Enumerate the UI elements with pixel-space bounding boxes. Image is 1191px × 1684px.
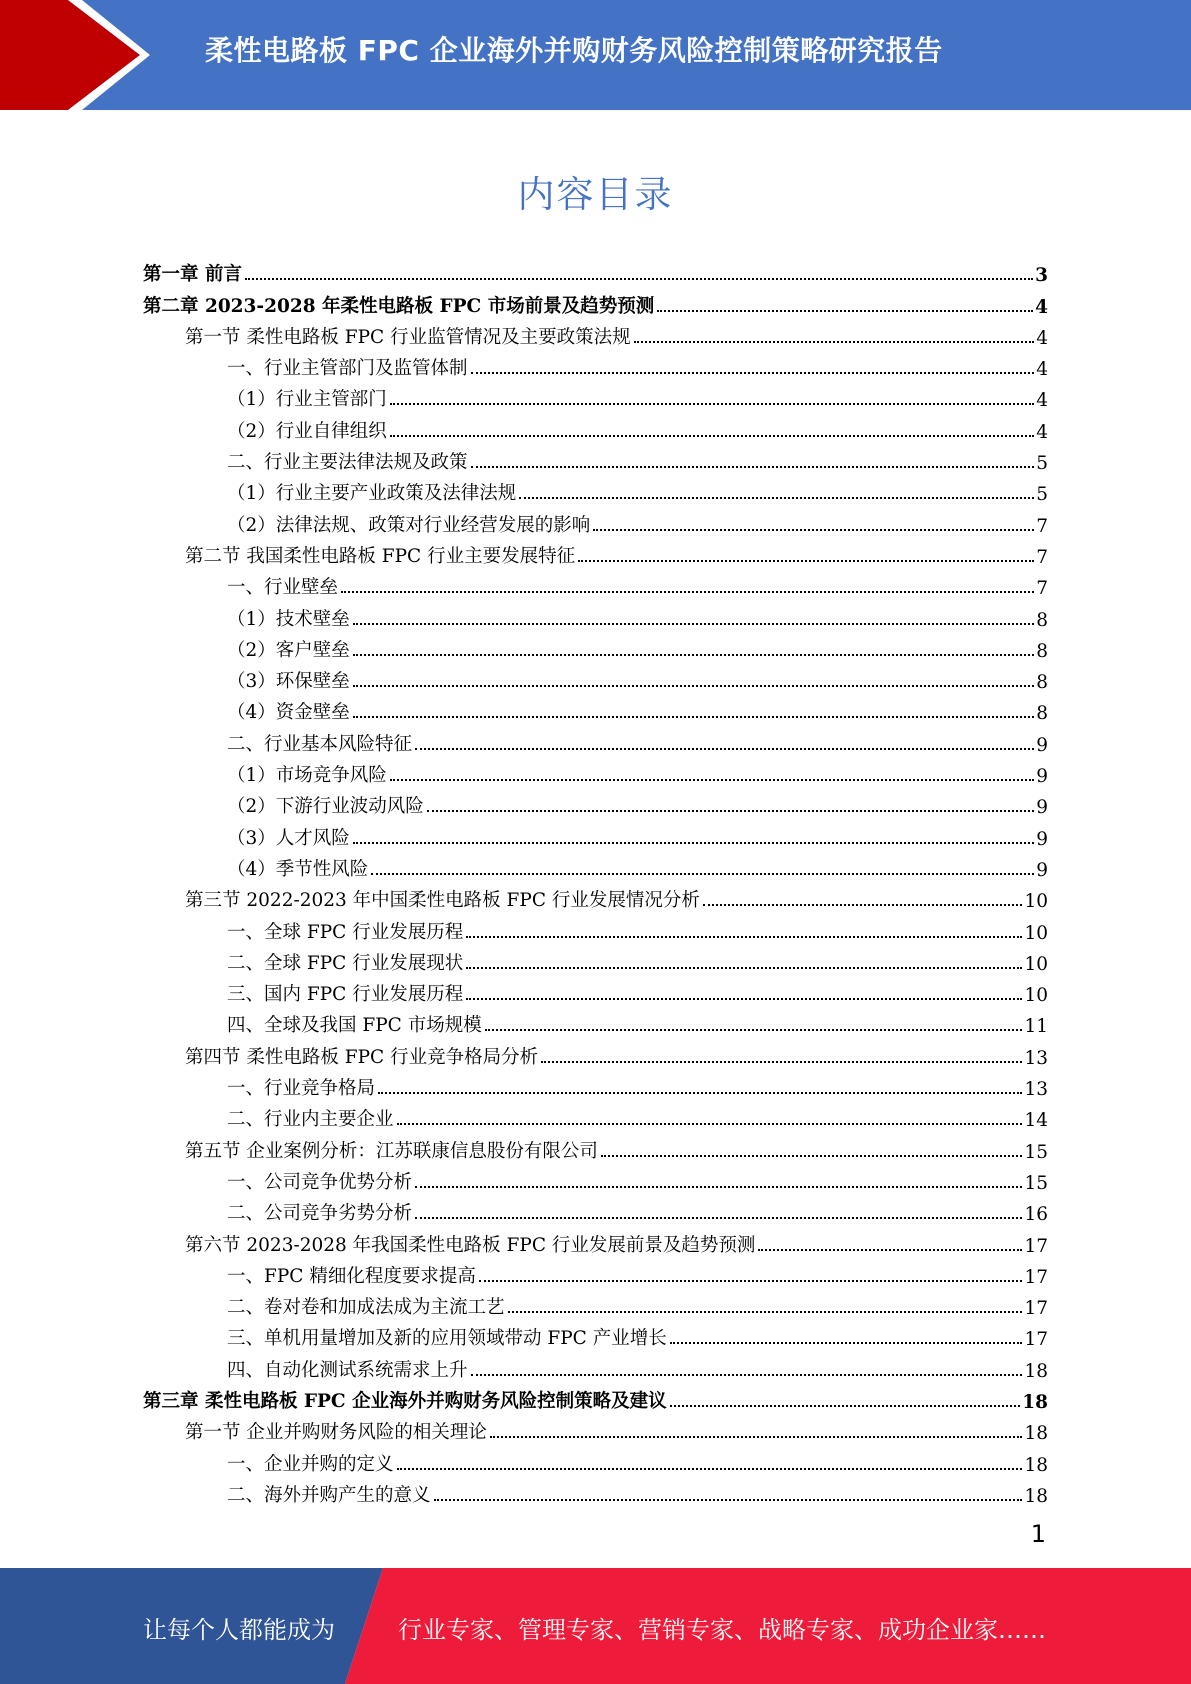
toc-entry[interactable] (143, 1350, 1048, 1381)
toc-dot-leader (341, 591, 1034, 593)
toc-entry-page: 7 (1036, 515, 1048, 537)
toc-dot-leader (466, 967, 1022, 969)
toc-entry-title: 二、行业主要法律法规及政策 (227, 452, 468, 474)
toc-entry-page: 10 (1024, 891, 1048, 913)
toc-entry-page: 18 (1024, 1454, 1048, 1476)
toc-entry[interactable] (143, 349, 1048, 380)
footer-slogan-right: 行业专家、管理专家、营销专家、战略专家、成功企业家…… (398, 1616, 1046, 1644)
toc-entry[interactable] (143, 1100, 1048, 1131)
toc-entry-page: 18 (1024, 1423, 1048, 1445)
toc-dot-leader (601, 1155, 1023, 1157)
toc-entry-page: 4 (1036, 390, 1048, 412)
toc-heading: 内容目录 (517, 173, 674, 216)
toc-dot-leader (466, 936, 1022, 938)
toc-entry-page: 14 (1024, 1110, 1048, 1132)
toc-entry[interactable] (143, 568, 1048, 599)
toc-entry-page: 13 (1024, 1079, 1048, 1101)
toc-entry[interactable] (143, 1225, 1048, 1256)
toc-entry[interactable] (143, 1257, 1048, 1288)
toc-dot-leader (390, 779, 1034, 781)
toc-entry[interactable] (143, 1037, 1048, 1068)
toc-entry-title: 第五节 企业案例分析：江苏联康信息股份有限公司 (185, 1140, 598, 1162)
toc-entry-title: 第三章 柔性电路板 FPC 企业海外并购财务风险控制策略及建议 (143, 1390, 667, 1412)
page-number: 1 (1030, 1520, 1046, 1548)
toc-entry[interactable] (143, 286, 1048, 317)
toc-entry[interactable] (143, 912, 1048, 943)
toc-entry-title: 第六节 2023-2028 年我国柔性电路板 FPC 行业发展前景及趋势预测 (185, 1234, 756, 1256)
toc-entry-title: 二、海外并购产生的意义 (227, 1484, 431, 1506)
toc-dot-leader (758, 1249, 1022, 1251)
toc-entry[interactable] (143, 1413, 1048, 1444)
toc-entry-page: 5 (1036, 484, 1048, 506)
toc-entry-page: 8 (1036, 703, 1048, 725)
toc-entry-title: 四、自动化测试系统需求上升 (227, 1359, 468, 1381)
toc-entry[interactable] (143, 975, 1048, 1006)
toc-entry-page: 10 (1024, 953, 1048, 975)
table-of-contents (143, 255, 1048, 1507)
toc-dot-leader (541, 1061, 1022, 1063)
toc-dot-leader (427, 810, 1034, 812)
toc-entry[interactable] (143, 944, 1048, 975)
toc-entry[interactable] (143, 537, 1048, 568)
toc-entry-title: 一、企业并购的定义 (227, 1453, 394, 1475)
toc-dot-leader (657, 310, 1033, 312)
footer-slogan-left: 让每个人都能成为 (143, 1616, 335, 1644)
toc-entry-page: 11 (1024, 1016, 1048, 1038)
toc-entry-page: 7 (1036, 578, 1048, 600)
toc-entry[interactable] (143, 1444, 1048, 1475)
toc-entry-page: 9 (1036, 734, 1048, 756)
toc-dot-leader (353, 716, 1034, 718)
toc-dot-leader (519, 497, 1034, 499)
toc-entry-page: 10 (1024, 922, 1048, 944)
toc-dot-leader (353, 623, 1034, 625)
toc-entry[interactable] (143, 474, 1048, 505)
toc-dot-leader (415, 1217, 1022, 1219)
toc-entry-title: 二、行业内主要企业 (227, 1109, 394, 1131)
toc-entry-page: 5 (1036, 453, 1048, 475)
toc-entry-page: 16 (1024, 1204, 1048, 1226)
toc-entry-title: 第二节 我国柔性电路板 FPC 行业主要发展特征 (185, 545, 576, 567)
toc-entry-page: 9 (1036, 766, 1048, 788)
toc-entry-title: （2）客户壁垒 (227, 639, 350, 661)
header-arrow-decoration (0, 0, 160, 110)
toc-dot-leader (479, 1280, 1023, 1282)
toc-dot-leader (353, 685, 1034, 687)
toc-entry-title: （3）环保壁垒 (227, 671, 350, 693)
toc-dot-leader (434, 1499, 1023, 1501)
toc-entry[interactable] (143, 756, 1048, 787)
toc-entry[interactable] (143, 411, 1048, 442)
toc-dot-leader (415, 1186, 1022, 1188)
toc-entry-title: 第三节 2022-2023 年中国柔性电路板 FPC 行业发展情况分析 (185, 890, 700, 912)
toc-entry-title: 三、国内 FPC 行业发展历程 (227, 984, 464, 1006)
toc-entry-title: （3）人才风险 (227, 827, 350, 849)
toc-entry[interactable] (143, 1382, 1048, 1413)
toc-dot-leader (397, 1468, 1023, 1470)
toc-entry[interactable] (143, 1163, 1048, 1194)
toc-entry-page: 4 (1035, 296, 1048, 318)
toc-entry-title: 一、全球 FPC 行业发展历程 (227, 921, 464, 943)
toc-dot-leader (490, 1436, 1023, 1438)
toc-dot-leader (378, 1092, 1022, 1094)
toc-dot-leader (471, 1374, 1023, 1376)
toc-entry[interactable] (143, 255, 1048, 286)
toc-entry-title: 第二章 2023-2028 年柔性电路板 FPC 市场前景及趋势预测 (143, 295, 655, 317)
toc-entry[interactable] (143, 1476, 1048, 1507)
toc-entry-title: 一、行业主管部门及监管体制 (227, 358, 468, 380)
toc-entry-page: 17 (1024, 1266, 1048, 1288)
header-banner (0, 0, 1191, 110)
toc-entry-title: 第一章 前言 (143, 264, 242, 286)
toc-entry-page: 8 (1036, 672, 1048, 694)
toc-entry-page: 17 (1024, 1298, 1048, 1320)
toc-entry[interactable] (143, 1006, 1048, 1037)
toc-entry[interactable] (143, 443, 1048, 474)
toc-entry-title: （4）资金壁垒 (227, 702, 350, 724)
toc-entry-page: 3 (1035, 265, 1048, 287)
toc-entry[interactable] (143, 787, 1048, 818)
toc-entry-title: （2）法律法规、政策对行业经营发展的影响 (227, 514, 591, 536)
toc-entry[interactable] (143, 1288, 1048, 1319)
toc-entry-page: 7 (1036, 546, 1048, 568)
toc-entry-page: 9 (1036, 797, 1048, 819)
toc-entry-page: 9 (1036, 859, 1048, 881)
toc-dot-leader (397, 1123, 1023, 1125)
toc-entry-page: 9 (1036, 828, 1048, 850)
toc-entry-title: （4）季节性风险 (227, 858, 369, 880)
toc-dot-leader (353, 654, 1034, 656)
toc-entry-title: （1）行业主要产业政策及法律法规 (227, 483, 517, 505)
toc-dot-leader (485, 1029, 1023, 1031)
toc-entry-page: 4 (1036, 359, 1048, 381)
toc-entry[interactable] (143, 724, 1048, 755)
toc-entry-page: 10 (1024, 985, 1048, 1007)
toc-entry-title: 三、单机用量增加及新的应用领域带动 FPC 产业增长 (227, 1328, 667, 1350)
toc-entry-page: 15 (1024, 1172, 1048, 1194)
toc-entry[interactable] (143, 1131, 1048, 1162)
toc-entry-title: 一、行业竞争格局 (227, 1078, 376, 1100)
toc-entry[interactable] (143, 318, 1048, 349)
toc-entry-title: 四、全球及我国 FPC 市场规模 (227, 1015, 482, 1037)
toc-dot-leader (353, 842, 1034, 844)
toc-entry-title: （1）市场竞争风险 (227, 765, 387, 787)
toc-entry-title: （1）行业主管部门 (227, 389, 387, 411)
toc-dot-leader (415, 748, 1034, 750)
toc-entry[interactable] (143, 380, 1048, 411)
toc-entry-title: 第一节 柔性电路板 FPC 行业监管情况及主要政策法规 (185, 326, 631, 348)
toc-entry-title: 一、FPC 精细化程度要求提高 (227, 1265, 476, 1287)
toc-dot-leader (670, 1342, 1023, 1344)
toc-entry[interactable] (143, 1194, 1048, 1225)
toc-entry-title: 第四节 柔性电路板 FPC 行业竞争格局分析 (185, 1046, 539, 1068)
toc-dot-leader (670, 1405, 1021, 1407)
toc-entry-page: 8 (1036, 640, 1048, 662)
toc-entry[interactable] (143, 850, 1048, 881)
toc-entry-page: 17 (1024, 1235, 1048, 1257)
toc-entry-title: 一、行业壁垒 (227, 577, 339, 599)
toc-entry[interactable] (143, 599, 1048, 630)
toc-entry-title: （2）行业自律组织 (227, 420, 387, 442)
toc-entry[interactable] (143, 818, 1048, 849)
toc-entry[interactable] (143, 505, 1048, 536)
toc-dot-leader (634, 341, 1035, 343)
toc-entry[interactable] (143, 693, 1048, 724)
toc-entry-title: 一、公司竞争优势分析 (227, 1171, 413, 1193)
toc-dot-leader (471, 466, 1035, 468)
toc-entry-title: （1）技术壁垒 (227, 608, 350, 630)
toc-dot-leader (371, 873, 1034, 875)
toc-dot-leader (508, 1311, 1023, 1313)
toc-entry-title: 第一节 企业并购财务风险的相关理论 (185, 1422, 487, 1444)
toc-dot-leader (390, 435, 1034, 437)
toc-entry[interactable] (143, 631, 1048, 662)
toc-dot-leader (578, 560, 1034, 562)
toc-entry[interactable] (143, 662, 1048, 693)
footer-banner (0, 1568, 1191, 1684)
toc-entry-title: 二、全球 FPC 行业发展现状 (227, 952, 464, 974)
toc-entry[interactable] (143, 881, 1048, 912)
toc-entry-title: 二、卷对卷和加成法成为主流工艺 (227, 1297, 505, 1319)
toc-entry-title: 二、行业基本风险特征 (227, 733, 413, 755)
toc-dot-leader (390, 403, 1034, 405)
report-title: 柔性电路板 FPC 企业海外并购财务风险控制策略研究报告 (205, 34, 943, 67)
toc-entry-page: 4 (1036, 327, 1048, 349)
toc-dot-leader (593, 529, 1034, 531)
toc-entry-page: 15 (1024, 1141, 1048, 1163)
toc-dot-leader (466, 998, 1022, 1000)
toc-dot-leader (471, 372, 1035, 374)
toc-entry[interactable] (143, 1319, 1048, 1350)
toc-entry-page: 4 (1036, 421, 1048, 443)
toc-entry-page: 18 (1024, 1360, 1048, 1382)
toc-entry-page: 18 (1024, 1485, 1048, 1507)
toc-entry-page: 18 (1022, 1391, 1048, 1413)
toc-dot-leader (245, 278, 1033, 280)
toc-entry-page: 8 (1036, 609, 1048, 631)
toc-entry-title: 二、公司竞争劣势分析 (227, 1203, 413, 1225)
toc-entry-page: 13 (1024, 1047, 1048, 1069)
toc-dot-leader (703, 904, 1023, 906)
toc-entry[interactable] (143, 1069, 1048, 1100)
toc-entry-title: （2）下游行业波动风险 (227, 796, 424, 818)
toc-entry-page: 17 (1024, 1329, 1048, 1351)
